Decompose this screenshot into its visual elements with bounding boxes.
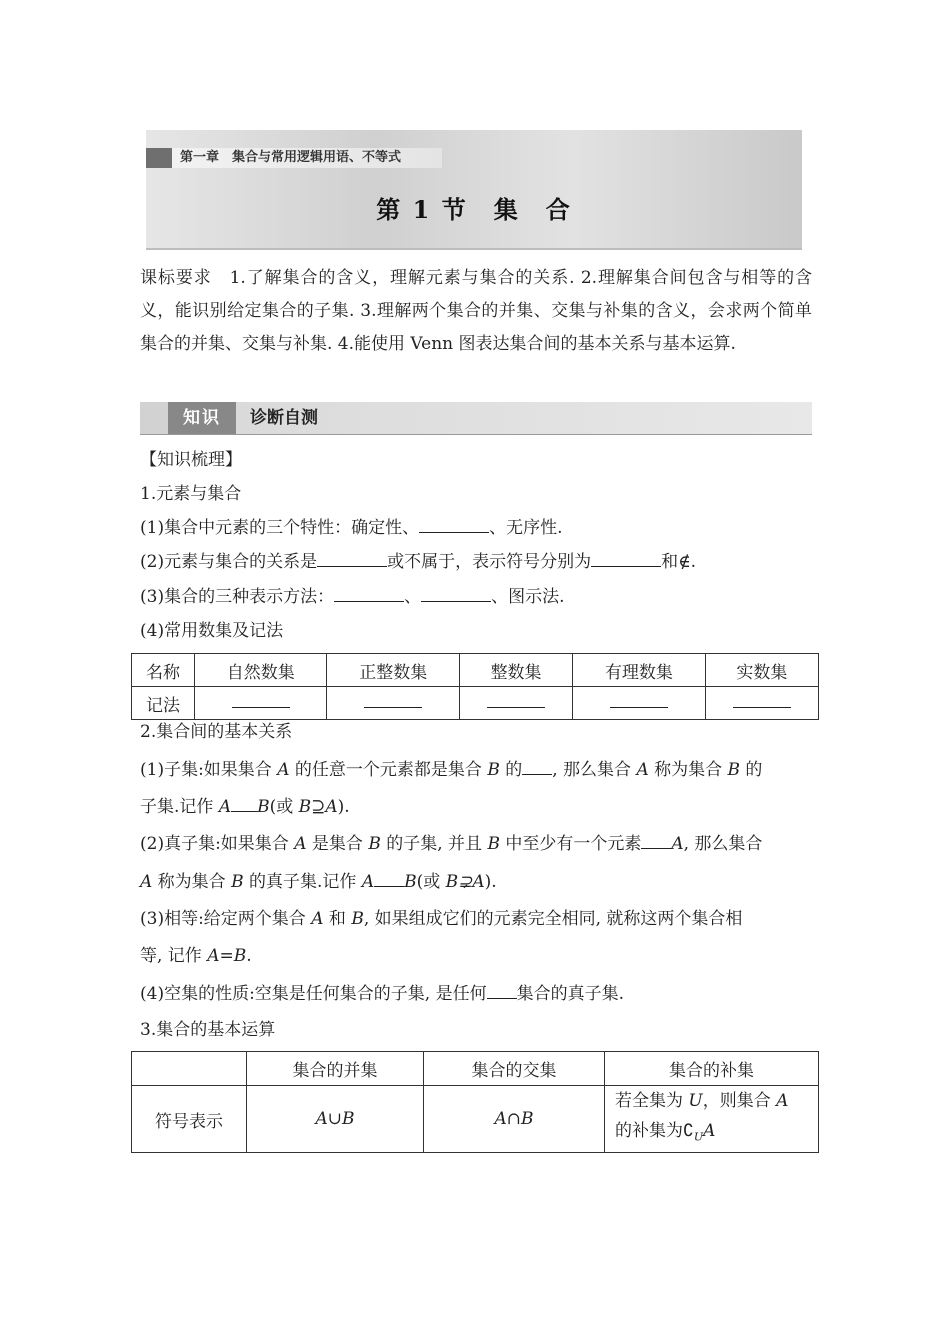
fill-blank: [317, 550, 387, 567]
var: A=B: [207, 946, 247, 966]
chapter-label: 第一章 集合与常用逻辑用语、不等式: [180, 150, 402, 165]
number-set-table: [131, 653, 819, 720]
var: A: [636, 760, 649, 780]
table-cell: [424, 1086, 605, 1153]
table-cell: 正整数集: [327, 654, 459, 687]
text: (1)集合中元素的三个特性：确定性、: [140, 518, 420, 538]
text: 、: [404, 587, 422, 607]
part3-heading: 3.集合的基本运算: [140, 1020, 276, 1040]
var: A: [140, 872, 153, 892]
text: (2)元素与集合的关系是: [140, 552, 318, 572]
text: 、无序性.: [489, 518, 563, 538]
requirements-label: 课标要求: [140, 268, 212, 288]
requirements-paragraph: [140, 262, 812, 361]
var: B: [404, 872, 417, 892]
var: A: [361, 872, 375, 892]
var: B: [487, 760, 500, 780]
text: 的子集, 并且: [380, 834, 488, 854]
section-title: 第 1 节 集 合: [376, 195, 572, 224]
text: 集合的真子集.: [516, 984, 625, 1004]
set-operations-table: [131, 1051, 819, 1153]
var: A: [776, 1091, 789, 1111]
var: A: [703, 1121, 716, 1141]
part2-subset-line1: [140, 758, 812, 782]
text: (1)子集:如果集合: [140, 760, 278, 780]
part1-item2: [140, 550, 812, 574]
text: ，则集合: [702, 1091, 777, 1111]
table-cell: 集合的补集: [605, 1052, 819, 1086]
fill-blank: [232, 693, 290, 708]
fill-blank: [487, 693, 545, 708]
part1-item1: [140, 516, 812, 540]
text: 子集.记作: [140, 797, 219, 817]
text: ).: [484, 872, 497, 892]
fill-blank: [364, 693, 422, 708]
fill-blank: [421, 585, 491, 602]
fill-blank: [610, 693, 668, 708]
table-cell: [327, 687, 459, 720]
union-notation: A∪B: [315, 1109, 355, 1130]
text: 若全集为: [615, 1091, 689, 1111]
fill-blank: [733, 693, 791, 708]
part1-heading: 1.元素与集合: [140, 484, 242, 504]
text: (4)空集的性质:空集是任何集合的子集, 是任何: [140, 984, 487, 1004]
banner-tab-mark: [146, 148, 172, 168]
table-row: [132, 1052, 819, 1086]
fill-blank: [487, 982, 517, 999]
text: (或: [416, 872, 446, 892]
var: B⊋A: [445, 872, 485, 892]
text: 和∉.: [661, 552, 697, 572]
intersection-notation: A∩B: [494, 1109, 534, 1130]
table-cell: 集合的并集: [247, 1052, 424, 1086]
table-row: [132, 687, 819, 720]
text: 称为集合: [648, 760, 728, 780]
text: 的真子集.记作: [243, 872, 362, 892]
part2-proper-subset-line2: [140, 870, 812, 894]
fill-blank: [419, 516, 489, 533]
table-cell: [247, 1086, 424, 1153]
text: 中至少有一个元素: [499, 834, 642, 854]
table-cell: [195, 687, 327, 720]
table-cell: 符号表示: [132, 1086, 247, 1153]
var: B: [257, 797, 270, 817]
section-tag: 知识: [168, 402, 236, 434]
section-header: [140, 402, 812, 435]
chapter-banner: [146, 130, 802, 250]
text: 、图示法.: [491, 587, 565, 607]
part2-heading: 2.集合间的基本关系: [140, 722, 293, 742]
table-row: [132, 654, 819, 687]
text: 是集合: [306, 834, 369, 854]
table-cell: [573, 687, 705, 720]
var: B⊇A: [298, 797, 338, 817]
section-name: 诊断自测: [250, 408, 318, 428]
text: , 那么集合: [683, 834, 763, 854]
part2-subset-line2: [140, 795, 812, 819]
text: .: [246, 946, 252, 966]
part2-equal-line1: [140, 907, 812, 931]
var: B: [487, 834, 500, 854]
table-cell: [132, 1052, 247, 1086]
var: A: [311, 909, 324, 929]
var: B: [727, 760, 741, 780]
fill-blank: [374, 870, 404, 887]
var: A: [218, 797, 232, 817]
table-cell: 有理数集: [573, 654, 705, 687]
table-cell: 名称: [132, 654, 195, 687]
part1-item4: (4)常用数集及记法: [140, 621, 284, 641]
part2-empty-set: [140, 982, 812, 1006]
table-cell: [605, 1086, 819, 1153]
var: A: [294, 834, 307, 854]
fill-blank: [522, 758, 552, 775]
fill-blank: [231, 795, 257, 812]
table-cell: [459, 687, 572, 720]
var: U: [693, 1130, 704, 1144]
table-cell: 自然数集: [195, 654, 327, 687]
table-cell: 记法: [132, 687, 195, 720]
text: (2)真子集:如果集合: [140, 834, 295, 854]
text: 的: [499, 760, 523, 780]
var: B: [351, 909, 364, 929]
text: 的: [740, 760, 763, 780]
text: 的补集为∁: [615, 1121, 694, 1141]
var: U: [688, 1091, 703, 1111]
part2-proper-subset-line1: [140, 832, 812, 856]
section-header-lead: [140, 402, 168, 434]
text: , 那么集合: [552, 760, 637, 780]
text: (或: [269, 797, 299, 817]
text: 称为集合: [152, 872, 232, 892]
table-cell: [705, 687, 818, 720]
part1-item3: [140, 585, 812, 609]
fill-blank: [591, 550, 661, 567]
var: A: [671, 834, 684, 854]
text: ).: [337, 797, 350, 817]
var: A: [277, 760, 290, 780]
table-cell: 整数集: [459, 654, 572, 687]
fill-blank: [641, 832, 671, 849]
text: 的任意一个元素都是集合: [289, 760, 488, 780]
text: (3)集合的三种表示方法：: [140, 587, 335, 607]
table-cell: 集合的交集: [424, 1052, 605, 1086]
var: B: [368, 834, 381, 854]
knowledge-title: 【知识梳理】: [140, 450, 242, 470]
text: 等, 记作: [140, 946, 208, 966]
table-cell: 实数集: [705, 654, 818, 687]
requirements-text: 1.了解集合的含义，理解元素与集合的关系. 2.理解集合间包含与相等的含义，能识别给定集合的子集. 3.理解两个集合的并集、交集与补集的含义，会求两个简单集合的并集、交集与补集. 4.能使用 Venn 图表达集合间的基本关系与基本运算.: [140, 268, 813, 354]
fill-blank: [334, 585, 404, 602]
text: 和: [323, 909, 352, 929]
text: 或不属于，表示符号分别为: [387, 552, 592, 572]
text: , 如果组成它们的元素完全相同, 就称这两个集合相: [363, 909, 743, 929]
table-row: [132, 1086, 819, 1153]
part2-equal-line2: [140, 944, 812, 968]
var: B: [231, 872, 244, 892]
text: (3)相等:给定两个集合: [140, 909, 312, 929]
